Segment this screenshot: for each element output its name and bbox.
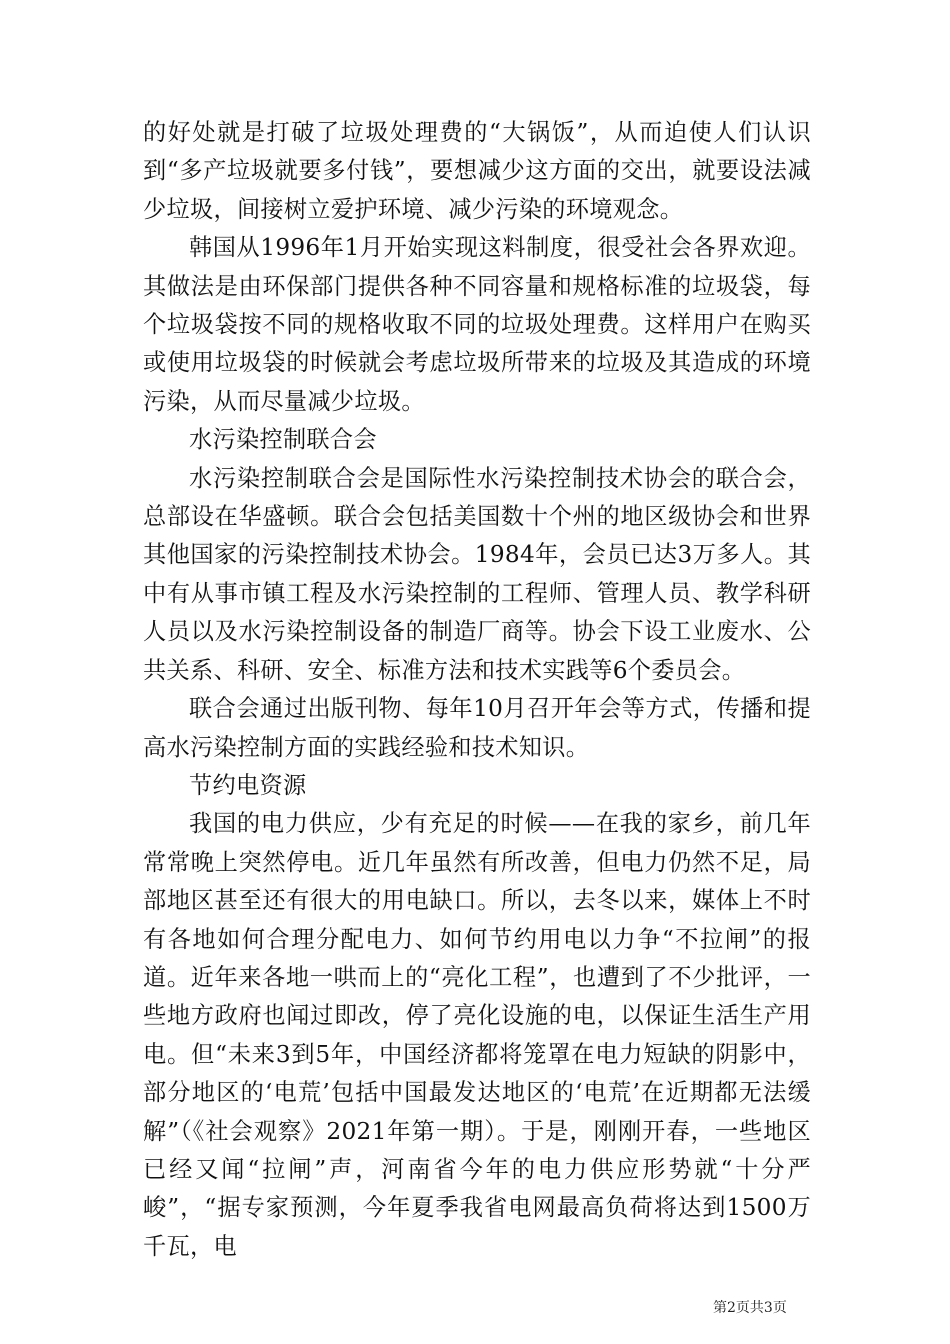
paragraph-5: 联合会通过出版刊物、每年10月召开年会等方式，传播和提高水污染控制方面的实践经验和技术知识。 <box>143 695 811 761</box>
paragraph-2: 韩国从1996年1月开始实现这料制度，很受社会各界欢迎。其做法是由环保部门提供各种不同容量和规格标准的垃圾袋，每个垃圾袋按不同的规格收取不同的垃圾处理费。这样用户在购买或使用垃圾袋的时候就会考虑垃圾所带来的垃圾及其造成的环境污染，从而尽量减少垃圾。 <box>143 234 811 415</box>
paragraph-4: 水污染控制联合会是国际性水污染控制技术协会的联合会，总部设在华盛顿。联合会包括美国数十个州的地区级协会和世界其他国家的污染控制技术协会。1984年，会员已达3万多人。其中有从事市镇工程及水污染控制的工程师、管理人员、教学科研人员以及水污染控制设备的制造厂商等。协会下设工业废水、公共关系、科研、安全、标准方法和技术实践等6个委员会。 <box>143 464 811 684</box>
paragraph-1: 的好处就是打破了垃圾处理费的“大锅饭”，从而迫使人们认识到“多产垃圾就要多付钱”，要想减少这方面的交出，就要设法减少垃圾，间接树立爱护环境、减少污染的环境观念。 <box>143 119 811 223</box>
page-number: 第2页共3页 <box>713 1300 787 1316</box>
section-heading-save-electricity: 节约电资源 <box>189 771 307 799</box>
document-body <box>143 114 811 1266</box>
section-heading-water-pollution: 水污染控制联合会 <box>189 426 377 454</box>
paragraph-7: 我国的电力供应，少有充足的时候——在我的家乡，前几年常常晚上突然停电。近几年虽然有所改善，但电力仍然不足，局部地区甚至还有很大的用电缺口。所以，去冬以来，媒体上不时有各地如何合理分配电力、如何节约用电以力争“不拉闸”的报道。近年来各地一哄而上的“亮化工程”，也遭到了不少批评，一些地方政府也闻过即改，停了亮化设施的电，以保证生活生产用电。但“未来3到5年，中国经济都将笼罩在电力短缺的阴影中，部分地区的‘电荒’包括中国最发达地区的‘电荒’在近期都无法缓解”（《社会观察》2021年第一期）。于是，刚刚开春，一些地区已经又闻“拉闸”声，河南省今年的电力供应形势就“十分严峻”，“据专家预测，今年夏季我省电网最高负荷将达到1500万千瓦，电 <box>143 810 811 1260</box>
